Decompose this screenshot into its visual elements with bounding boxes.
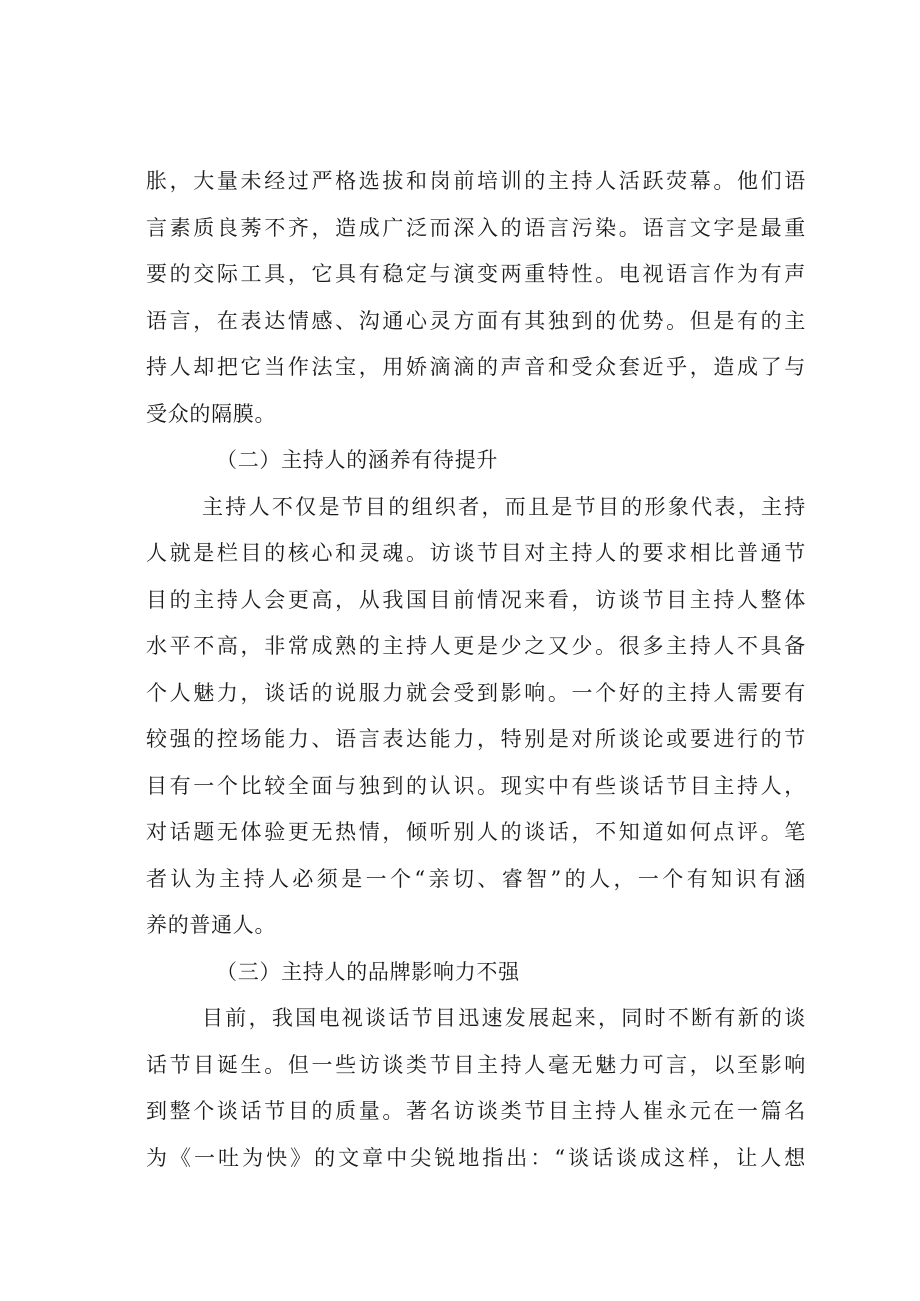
paragraph-line: 到整个谈话节目的质量。著名访谈类节目主持人崔永元在一篇名 bbox=[146, 1099, 806, 1123]
paragraph-line: 目前，我国电视谈话节目迅速发展起来，同时不断有新的谈 bbox=[202, 1006, 806, 1030]
paragraph-line: 水平不高，非常成熟的主持人更是少之又少。很多主持人不具备 bbox=[146, 634, 806, 658]
paragraph-line: 养的普通人。 bbox=[146, 913, 277, 937]
section-heading-3: （三）主持人的品牌影响力不强 bbox=[216, 959, 520, 984]
paragraph-line: 要的交际工具，它具有稳定与演变两重特性。电视语言作为有声 bbox=[146, 262, 806, 286]
paragraph-hosts-language bbox=[146, 158, 806, 1181]
paragraph-line: 受众的隔膜。 bbox=[146, 401, 277, 426]
paragraph-line: 个人魅力，谈话的说服力就会受到影响。一个好的主持人需要有 bbox=[146, 680, 806, 705]
paragraph-line: 目有一个比较全面与独到的认识。现实中有些谈话节目主持人， bbox=[146, 773, 806, 798]
paragraph-line: 对话题无体验更无热情，倾听别人的谈话，不知道如何点评。笔 bbox=[146, 820, 806, 844]
paragraph-line: 人就是栏目的核心和灵魂。访谈节目对主持人的要求相比普通节 bbox=[146, 541, 806, 565]
paragraph-line: 胀，大量未经过严格选拔和岗前培训的主持人活跃荧幕。他们语 bbox=[146, 169, 806, 193]
paragraph-line: 言素质良莠不齐，造成广泛而深入的语言污染。语言文字是最重 bbox=[146, 215, 806, 240]
paragraph-line: 较强的控场能力、语言表达能力，特别是对所谈论或要进行的节 bbox=[146, 727, 806, 751]
paragraph-line: 者认为主持人必须是一个“亲切、睿智”的人，一个有知识有涵 bbox=[146, 866, 806, 891]
paragraph-line: 为《一吐为快》的文章中尖锐地指出：“谈话谈成这样，让人想 bbox=[146, 1145, 806, 1170]
paragraph-line: 主持人不仅是节目的组织者，而且是节目的形象代表，主持 bbox=[202, 494, 806, 519]
paragraph-line: 持人却把它当作法宝，用娇滴滴的声音和受众套近乎，造成了与 bbox=[146, 355, 806, 379]
paragraph-line: 语言，在表达情感、沟通心灵方面有其独到的优势。但是有的主 bbox=[146, 308, 806, 333]
paragraph-line: 话节目诞生。但一些访谈类节目主持人毫无魅力可言，以至影响 bbox=[146, 1052, 806, 1077]
paragraph-line: 目的主持人会更高，从我国目前情况来看，访谈节目主持人整体 bbox=[146, 587, 806, 612]
section-heading-2: （二）主持人的涵养有待提升 bbox=[216, 448, 499, 472]
